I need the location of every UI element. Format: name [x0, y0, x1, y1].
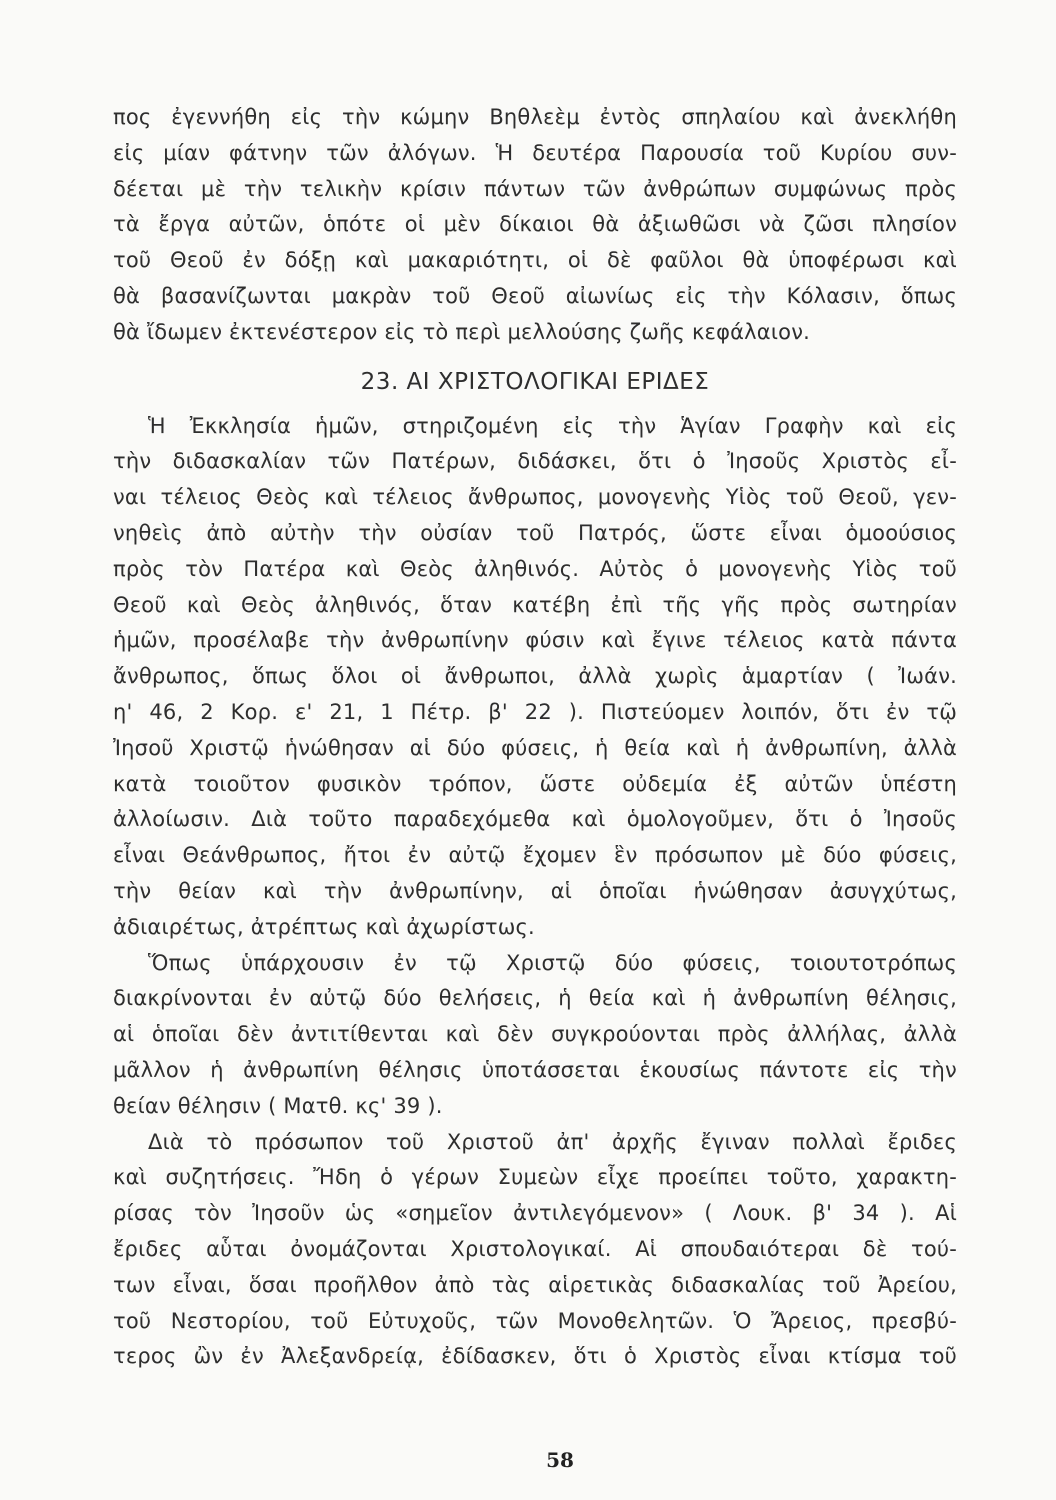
- text-line: ἔριδες αὗται ὀνομάζονται Χριστολογικαί. Αἱ σπουδαιότεραι δὲ τού-: [113, 1236, 957, 1261]
- text-line: καὶ συζητήσεις. Ἤδη ὁ γέρων Συμεὼν εἶχε προείπει τοῦτο, χαρακτη-: [113, 1165, 957, 1190]
- page-body: [113, 100, 957, 1375]
- text-line: ναι τέλειος Θεὸς καὶ τέλειος ἄνθρωπος, μονογενὴς Υἱὸς τοῦ Θεοῦ, γεν-: [113, 485, 957, 510]
- text-line: δέεται μὲ τὴν τελικὴν κρίσιν πάντων τῶν ἀνθρώπων συμφώνως πρὸς: [113, 176, 957, 201]
- section-before: [113, 100, 957, 351]
- paragraph: [113, 100, 957, 351]
- text-line: ἄνθρωπος, ὅπως ὅλοι οἱ ἄνθρωποι, ἀλλὰ χωρὶς ἁμαρτίαν ( Ἰωάν.: [113, 664, 957, 689]
- text-line: κατὰ τοιοῦτον φυσικὸν τρόπον, ὥστε οὐδεμία ἐξ αὐτῶν ὑπέστη: [113, 771, 957, 796]
- text-line: ἀλλοίωσιν. Διὰ τοῦτο παραδεχόμεθα καὶ ὁμολογοῦμεν, ὅτι ὁ Ἰησοῦς: [113, 807, 957, 832]
- text-line: νηθεὶς ἀπὸ αὐτὴν τὴν οὐσίαν τοῦ Πατρός, ὥστε εἶναι ὁμοούσιος: [113, 520, 957, 545]
- text-line: θείαν θέλησιν ( Ματθ. κς' 39 ).: [113, 1093, 443, 1118]
- text-line: τὰ ἔργα αὐτῶν, ὁπότε οἱ μὲν δίκαιοι θὰ ἀξιωθῶσι νὰ ζῶσι πλησίον: [113, 212, 957, 237]
- text-line: Ὅπως ὑπάρχουσιν ἐν τῷ Χριστῷ δύο φύσεις, τοιουτοτρόπως: [148, 950, 957, 975]
- text-line: αἱ ὁποῖαι δὲν ἀντιτίθενται καὶ δὲν συγκρούονται πρὸς ἀλλήλας, ἀλλὰ: [113, 1022, 957, 1047]
- page-number: 58: [546, 1448, 574, 1472]
- paragraph: [113, 409, 957, 946]
- text-line: θὰ ἴδωμεν ἐκτενέστερον εἰς τὸ περὶ μελλούσης ζωῆς κεφάλαιον.: [113, 319, 811, 344]
- paragraph: [113, 946, 957, 1125]
- text-line: Ἰησοῦ Χριστῷ ἡνώθησαν αἱ δύο φύσεις, ἡ θεία καὶ ἡ ἀνθρωπίνη, ἀλλὰ: [113, 735, 957, 760]
- section-after: [113, 409, 957, 1376]
- text-line: ἀδιαιρέτως, ἀτρέπτως καὶ ἀχωρίστως.: [113, 914, 535, 939]
- text-line: μᾶλλον ἡ ἀνθρωπίνη θέλησις ὑποτάσσεται ἑκουσίως πάντοτε εἰς τὴν: [113, 1057, 957, 1082]
- text-line: ρίσας τὸν Ἰησοῦν ὡς «σημεῖον ἀντιλεγόμενον» ( Λουκ. β' 34 ). Αἱ: [113, 1201, 957, 1226]
- text-line: διακρίνονται ἐν αὐτῷ δύο θελήσεις, ἡ θεία καὶ ἡ ἀνθρωπίνη θέλησις,: [113, 986, 957, 1011]
- text-line: τοῦ Νεστορίου, τοῦ Εὐτυχοῦς, τῶν Μονοθελητῶν. Ὁ Ἄρειος, πρεσβύ-: [113, 1308, 957, 1333]
- text-line: τὴν διδασκαλίαν τῶν Πατέρων, διδάσκει, ὅτι ὁ Ἰησοῦς Χριστὸς εἶ-: [113, 449, 957, 474]
- text-line: τερος ὢν ἐν Ἀλεξανδρείᾳ, ἐδίδασκεν, ὅτι ὁ Χριστὸς εἶναι κτίσμα τοῦ: [113, 1344, 957, 1369]
- text-line: τὴν θείαν καὶ τὴν ἀνθρωπίνην, αἱ ὁποῖαι ἡνώθησαν ἀσυγχύτως,: [113, 878, 957, 903]
- text-line: Ἡ Ἐκκλησία ἡμῶν, στηριζομένη εἰς τὴν Ἁγίαν Γραφὴν καὶ εἰς: [148, 413, 957, 438]
- text-line: Θεοῦ καὶ Θεὸς ἀληθινός, ὅταν κατέβη ἐπὶ τῆς γῆς πρὸς σωτηρίαν: [113, 592, 957, 617]
- paragraph: [113, 1125, 957, 1376]
- section-heading: 23. ΑΙ ΧΡΙΣΤΟΛΟΓΙΚΑΙ ΕΡΙΔΕΣ: [360, 368, 710, 395]
- text-line: η' 46, 2 Κορ. ε' 21, 1 Πέτρ. β' 22 ). Πιστεύομεν λοιπόν, ὅτι ἐν τῷ: [113, 699, 957, 724]
- text-line: θὰ βασανίζωνται μακρὰν τοῦ Θεοῦ αἰωνίως εἰς τὴν Κόλασιν, ὅπως: [113, 283, 957, 308]
- text-line: τοῦ Θεοῦ ἐν δόξῃ καὶ μακαριότητι, οἱ δὲ φαῦλοι θὰ ὑποφέρωσι καὶ: [113, 248, 957, 273]
- text-line: εἶναι Θεάνθρωπος, ἤτοι ἐν αὐτῷ ἔχομεν ἓν πρόσωπον μὲ δύο φύσεις,: [113, 843, 957, 868]
- text-line: ἡμῶν, προσέλαβε τὴν ἀνθρωπίνην φύσιν καὶ ἔγινε τέλειος κατὰ πάντα: [113, 628, 957, 653]
- text-line: εἰς μίαν φάτνην τῶν ἀλόγων. Ἡ δευτέρα Παρουσία τοῦ Κυρίου συν-: [113, 140, 957, 165]
- text-line: των εἶναι, ὅσαι προῆλθον ἀπὸ τὰς αἱρετικὰς διδασκαλίας τοῦ Ἀρείου,: [113, 1272, 957, 1297]
- text-line: πος ἐγεννήθη εἰς τὴν κώμην Βηθλεὲμ ἐντὸς σπηλαίου καὶ ἀνεκλήθη: [113, 105, 957, 129]
- text-line: Διὰ τὸ πρόσωπον τοῦ Χριστοῦ ἀπ' ἀρχῆς ἔγιναν πολλαὶ ἔριδες: [148, 1129, 957, 1154]
- text-line: πρὸς τὸν Πατέρα καὶ Θεὸς ἀληθινός. Αὐτὸς ὁ μονογενὴς Υἱὸς τοῦ: [113, 556, 957, 581]
